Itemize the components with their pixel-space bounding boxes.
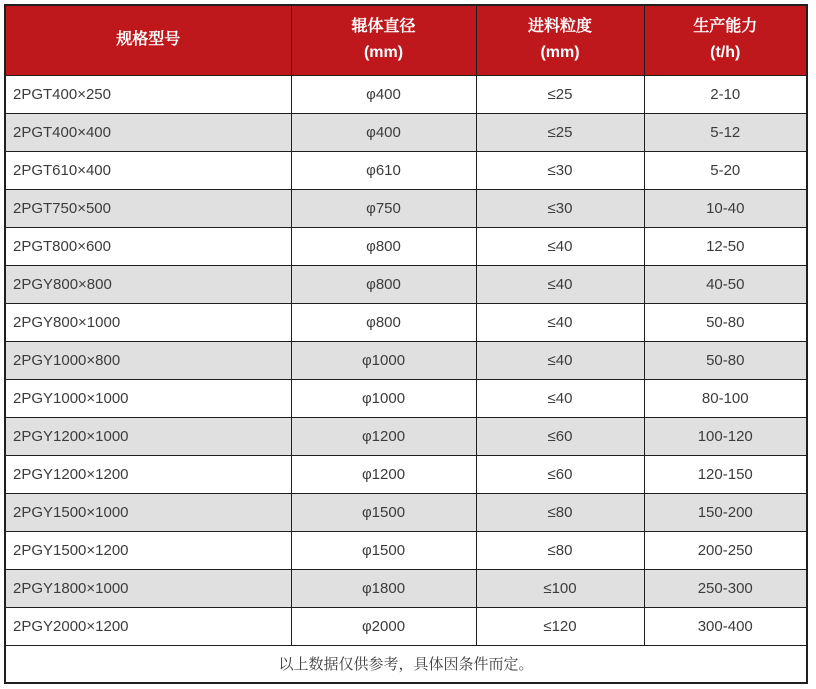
model-cell: 2PGT610×400: [5, 151, 291, 189]
model-cell: 2PGY1500×1200: [5, 531, 291, 569]
table-row: [5, 493, 807, 531]
header-roller-diameter: [291, 5, 476, 75]
capacity-cell: 5-20: [644, 151, 807, 189]
model-cell: 2PGY2000×1200: [5, 607, 291, 645]
capacity-cell: 2-10: [644, 75, 807, 113]
table-row: [5, 265, 807, 303]
feed-size-cell: ≤40: [476, 341, 644, 379]
header-model: [5, 5, 291, 75]
header-model-title: 规格型号: [116, 31, 181, 49]
roller-diameter-cell: φ610: [291, 151, 476, 189]
table-row: [5, 531, 807, 569]
capacity-cell: 120-150: [644, 455, 807, 493]
model-cell: 2PGY1800×1000: [5, 569, 291, 607]
table-row: [5, 607, 807, 645]
feed-size-cell: ≤80: [476, 531, 644, 569]
table-row: [5, 75, 807, 113]
feed-size-cell: ≤40: [476, 379, 644, 417]
table-body: [5, 75, 807, 645]
model-cell: 2PGT750×500: [5, 189, 291, 227]
table-row: [5, 227, 807, 265]
model-cell: 2PGY1000×800: [5, 341, 291, 379]
capacity-cell: 5-12: [644, 113, 807, 151]
roller-diameter-cell: φ1200: [291, 417, 476, 455]
table-row: [5, 113, 807, 151]
roller-diameter-cell: φ1800: [291, 569, 476, 607]
roller-diameter-cell: φ1500: [291, 493, 476, 531]
capacity-cell: 80-100: [644, 379, 807, 417]
footnote-cell: 以上数据仅供参考，具体因条件而定。: [5, 645, 807, 683]
model-cell: 2PGY1200×1200: [5, 455, 291, 493]
table-row: [5, 189, 807, 227]
feed-size-cell: ≤60: [476, 417, 644, 455]
feed-size-cell: ≤100: [476, 569, 644, 607]
header-capacity-title: 生产能力: [693, 18, 758, 36]
roller-diameter-cell: φ1000: [291, 379, 476, 417]
model-cell: 2PGY1000×1000: [5, 379, 291, 417]
capacity-cell: 40-50: [644, 265, 807, 303]
roller-diameter-cell: φ1000: [291, 341, 476, 379]
feed-size-cell: ≤25: [476, 113, 644, 151]
feed-size-cell: ≤40: [476, 303, 644, 341]
capacity-cell: 200-250: [644, 531, 807, 569]
capacity-cell: 150-200: [644, 493, 807, 531]
table-row: [5, 379, 807, 417]
roller-diameter-cell: φ400: [291, 75, 476, 113]
roller-diameter-cell: φ2000: [291, 607, 476, 645]
table-header: [5, 5, 807, 75]
feed-size-cell: ≤30: [476, 151, 644, 189]
feed-size-cell: ≤80: [476, 493, 644, 531]
model-cell: 2PGY800×800: [5, 265, 291, 303]
feed-size-cell: ≤40: [476, 227, 644, 265]
capacity-cell: 100-120: [644, 417, 807, 455]
header-roller-diameter-title: 辊体直径: [351, 18, 416, 36]
header-feed-size-title: 进料粒度: [527, 18, 592, 36]
roller-diameter-cell: φ750: [291, 189, 476, 227]
feed-size-cell: ≤120: [476, 607, 644, 645]
capacity-cell: 12-50: [644, 227, 807, 265]
table-row: [5, 303, 807, 341]
header-feed-size-unit: (mm): [540, 44, 580, 62]
feed-size-cell: ≤30: [476, 189, 644, 227]
roller-diameter-cell: φ1500: [291, 531, 476, 569]
roller-diameter-cell: φ400: [291, 113, 476, 151]
model-cell: 2PGY1500×1000: [5, 493, 291, 531]
model-cell: 2PGY800×1000: [5, 303, 291, 341]
capacity-cell: 10-40: [644, 189, 807, 227]
table-row: [5, 569, 807, 607]
roller-diameter-cell: φ800: [291, 303, 476, 341]
table-footer: [5, 645, 807, 683]
roller-diameter-cell: φ1200: [291, 455, 476, 493]
table-row: [5, 341, 807, 379]
model-cell: 2PGY1200×1000: [5, 417, 291, 455]
header-capacity: [644, 5, 807, 75]
capacity-cell: 50-80: [644, 341, 807, 379]
table-row: [5, 417, 807, 455]
header-feed-size: [476, 5, 644, 75]
table-row: [5, 455, 807, 493]
spec-table: [4, 4, 808, 684]
roller-diameter-cell: φ800: [291, 227, 476, 265]
header-row: [5, 5, 807, 75]
feed-size-cell: ≤60: [476, 455, 644, 493]
feed-size-cell: ≤40: [476, 265, 644, 303]
model-cell: 2PGT400×250: [5, 75, 291, 113]
capacity-cell: 250-300: [644, 569, 807, 607]
model-cell: 2PGT400×400: [5, 113, 291, 151]
header-roller-diameter-unit: (mm): [363, 44, 404, 62]
model-cell: 2PGT800×600: [5, 227, 291, 265]
feed-size-cell: ≤25: [476, 75, 644, 113]
capacity-cell: 50-80: [644, 303, 807, 341]
roller-diameter-cell: φ800: [291, 265, 476, 303]
header-capacity-unit: (t/h): [710, 44, 741, 62]
capacity-cell: 300-400: [644, 607, 807, 645]
table-row: [5, 151, 807, 189]
footnote-row: [5, 645, 807, 683]
